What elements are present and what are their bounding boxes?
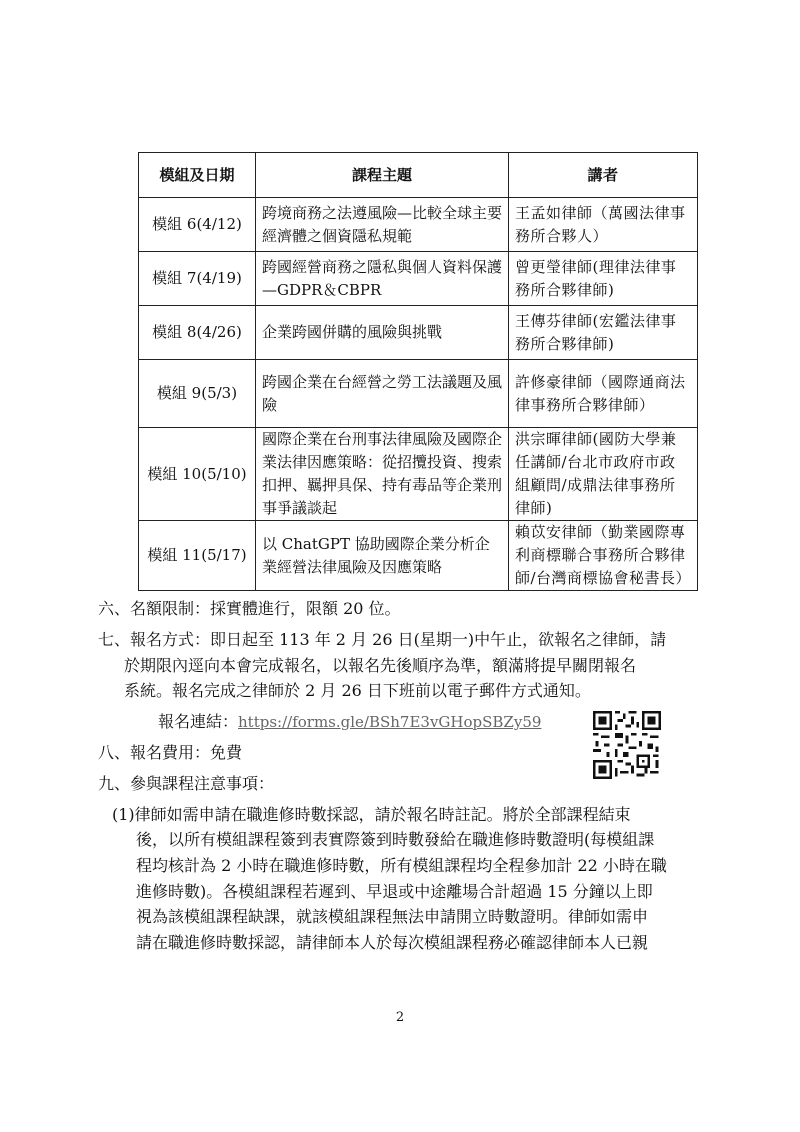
- table-row: [139, 360, 698, 428]
- speaker: 賴苡安律師（勤業國際專利商標聯合事務所合夥律師/台灣商標協會秘書長）: [509, 521, 698, 591]
- note-line-6: 請在職進修時數採認，請律師本人於每次模組課程務必確認律師本人已親: [136, 933, 649, 952]
- note-line-5: 視為該模組課程缺課，就該模組課程無法申請開立時數證明。律師如需申: [136, 907, 649, 926]
- table-header-row: [139, 153, 698, 198]
- note-line-4: 進修時數)。各模組課程若遲到、早退或中途離場合計超過 15 分鐘以上即: [136, 882, 653, 901]
- section-fee: 八、報名費用：免費: [98, 743, 243, 762]
- speaker: 許修豪律師（國際通商法律事務所合夥律師）: [509, 360, 698, 428]
- course-topic: 企業跨國併購的風險與挑戰: [256, 306, 509, 360]
- registration-link-label: 報名連結：: [158, 712, 239, 731]
- note-line-2: 後，以所有模組課程簽到表實際簽到時數發給在職進修時數證明(每模組課: [136, 830, 655, 849]
- speaker: 王孟如律師（萬國法律事務所合夥人）: [509, 198, 698, 252]
- header-topic: 課程主題: [256, 153, 509, 198]
- module-date: 模組 9(5/3): [139, 360, 256, 428]
- module-date: 模組 8(4/26): [139, 306, 256, 360]
- speaker: 王傳芬律師(宏鑑法律事務所合夥律師): [509, 306, 698, 360]
- table-row: [139, 198, 698, 252]
- section-notes-heading: 九、參與課程注意事項：: [98, 774, 275, 793]
- section-registration-line2: 於期限內逕向本會完成報名，以報名先後順序為準，額滿將提早關閉報名: [124, 656, 637, 675]
- section-quota: 六、名額限制：採實體進行，限額 20 位。: [98, 599, 401, 618]
- course-topic: 跨境商務之法遵風險—比較全球主要經濟體之個資隱私規範: [256, 198, 509, 252]
- course-topic: 國際企業在台刑事法律風險及國際企業法律因應策略：從招攬投資、搜索扣押、羈押具保、持有毒品等企業刑事爭議談起: [256, 428, 509, 521]
- qr-code: [593, 711, 661, 779]
- header-module: 模組及日期: [139, 153, 256, 198]
- module-date: 模組 6(4/12): [139, 198, 256, 252]
- speaker: 洪宗暉律師(國防大學兼任講師/台北市政府市政組顧問/成鼎法律事務所律師): [509, 428, 698, 521]
- note-line-1: (1)律師如需申請在職進修時數採認，請於報名時註記。將於全部課程結束: [112, 805, 631, 824]
- course-topic: 以 ChatGPT 協助國際企業分析企業經營法律風險及因應策略: [256, 521, 509, 591]
- section-registration-line3: 系統。報名完成之律師於 2 月 26 日下班前以電子郵件方式通知。: [124, 681, 591, 700]
- module-date: 模組 10(5/10): [139, 428, 256, 521]
- section-registration-line1: 七、報名方式：即日起至 113 年 2 月 26 日(星期一)中午止，欲報名之律師，請: [98, 630, 667, 649]
- course-topic: 跨國經營商務之隱私與個人資料保護—GDPR＆CBPR: [256, 252, 509, 306]
- table-row: [139, 252, 698, 306]
- header-speaker: 講者: [509, 153, 698, 198]
- module-date: 模組 11(5/17): [139, 521, 256, 591]
- page-number: 2: [395, 1010, 405, 1025]
- table-row: [139, 521, 698, 591]
- table-row: [139, 306, 698, 360]
- registration-link[interactable]: https://forms.gle/BSh7E3vGHopSBZy59: [238, 713, 542, 731]
- registration-link-row: [158, 712, 541, 732]
- table-row: [139, 428, 698, 521]
- note-line-3: 程均核計為 2 小時在職進修時數，所有模組課程均全程參加計 22 小時在職: [136, 856, 667, 875]
- speaker: 曾更瑩律師(理律法律事務所合夥律師): [509, 252, 698, 306]
- course-schedule-table: [138, 152, 698, 591]
- course-topic: 跨國企業在台經營之勞工法議題及風險: [256, 360, 509, 428]
- module-date: 模組 7(4/19): [139, 252, 256, 306]
